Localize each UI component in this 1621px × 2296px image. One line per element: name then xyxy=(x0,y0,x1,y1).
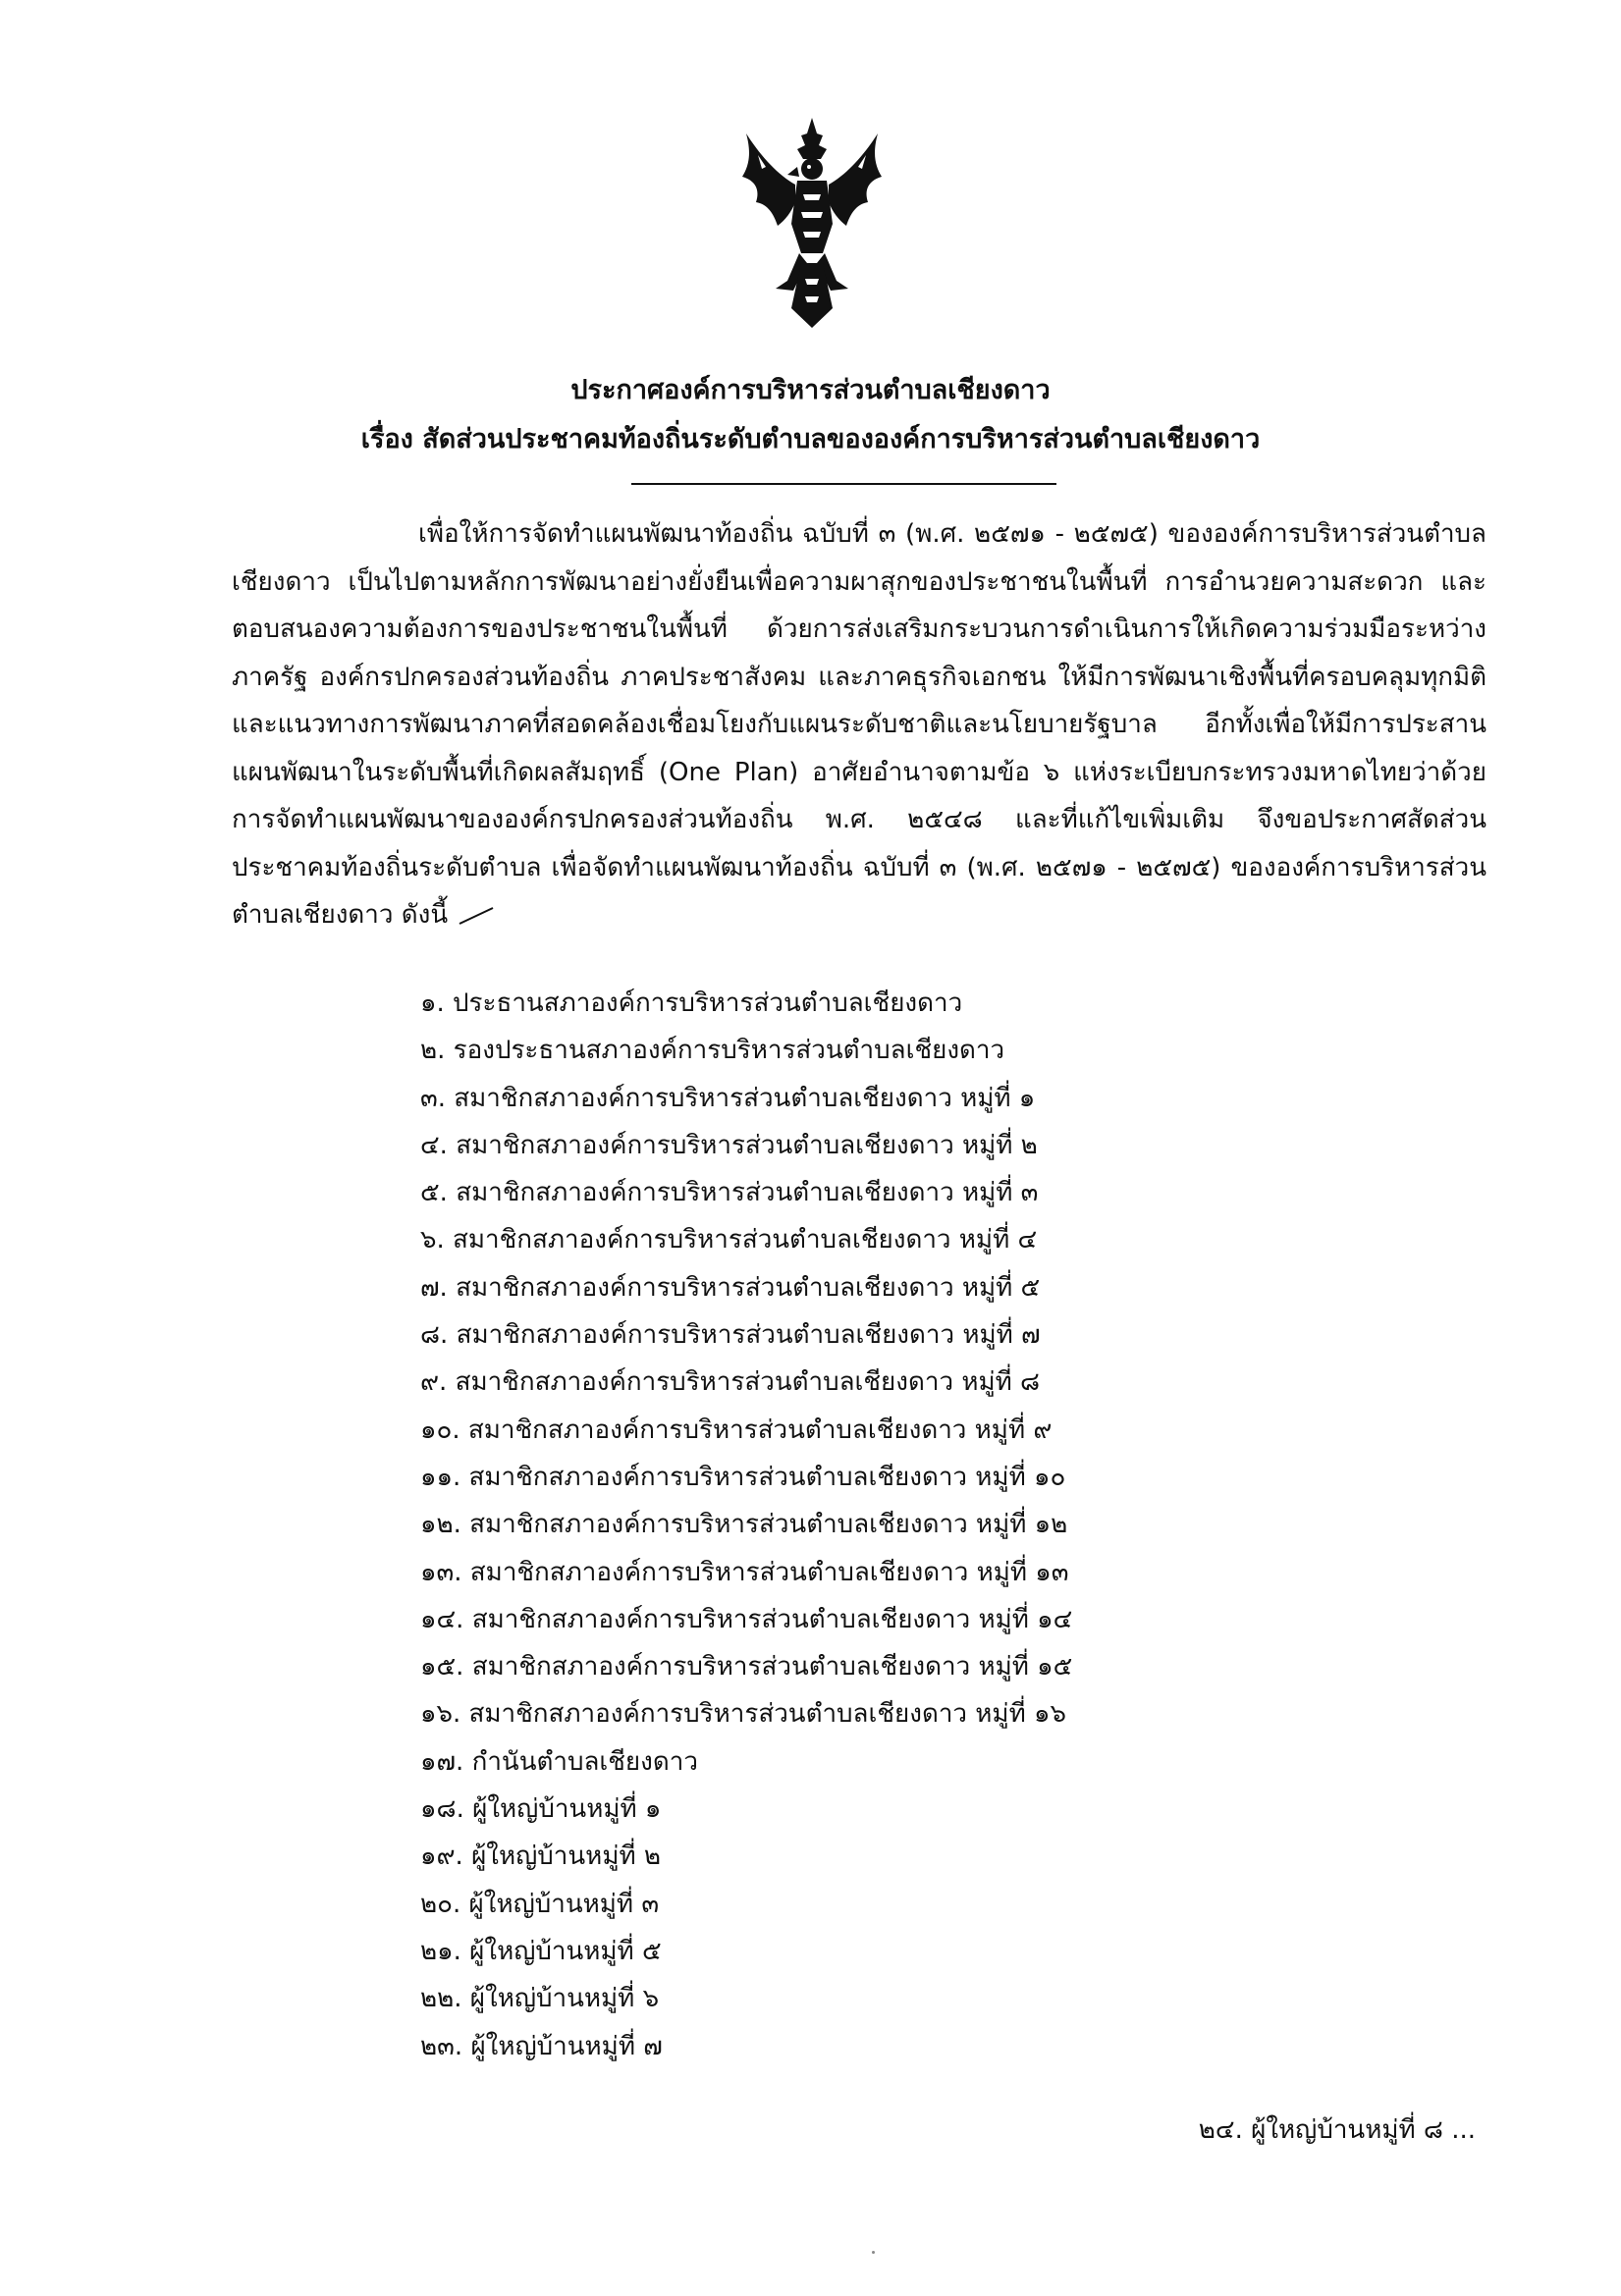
page-subject: เรื่อง สัดส่วนประชาคมท้องถิ่นระดับตำบลขององค์การบริหารส่วนตำบลเชียงดาว xyxy=(360,424,1261,454)
scan-speck xyxy=(872,2251,875,2254)
list-item: ๓. สมาชิกสภาองค์การบริหารส่วนตำบลเชียงดาว หมู่ที่ ๑ xyxy=(420,1083,1036,1113)
list-item: ๗. สมาชิกสภาองค์การบริหารส่วนตำบลเชียงดาว หมู่ที่ ๕ xyxy=(420,1272,1041,1303)
garuda-emblem-icon xyxy=(738,116,886,332)
list-item: ๒๓. ผู้ใหญ่บ้านหมู่ที่ ๗ xyxy=(420,2031,663,2061)
member-list xyxy=(420,980,1072,2070)
list-item: ๑๓. สมาชิกสภาองค์การบริหารส่วนตำบลเชียงดาว หมู่ที่ ๑๓ xyxy=(420,1557,1069,1587)
list-item: ๑๒. สมาชิกสภาองค์การบริหารส่วนตำบลเชียงดาว หมู่ที่ ๑๒ xyxy=(420,1510,1068,1540)
list-item: ๑๐. สมาชิกสภาองค์การบริหารส่วนตำบลเชียงดาว หมู่ที่ ๙ xyxy=(420,1415,1053,1445)
list-item: ๕. สมาชิกสภาองค์การบริหารส่วนตำบลเชียงดาว หมู่ที่ ๓ xyxy=(420,1178,1039,1208)
list-item: ๑๔. สมาชิกสภาองค์การบริหารส่วนตำบลเชียงดาว หมู่ที่ ๑๔ xyxy=(420,1604,1073,1634)
title-divider xyxy=(631,483,1056,485)
paragraph-text: เพื่อให้การจัดทำแผนพัฒนาท้องถิ่น ฉบับที่ ๓ (พ.ศ. ๒๕๗๑ - ๒๕๗๕) ขององค์การบริหารส่วนตำบลเชียงดาว เป็นไปตามหลักการพัฒนาอย่างยั่งยืนเพื่อความผาสุกของประชาชนในพื้นที่ การอำนวยความสะดวก และตอบสนองความต้องการของประชาชนในพื้นที่ ด้วยการส่งเสริมกระบวนการดำเนินการให้เกิดความร่วมมือระหว่างภาครัฐ องค์กรปกครองส่วนท้องถิ่น ภาคประชาสังคม และภาคธุรกิจเอกชน ให้มีการพัฒนาเชิงพื้นที่ครอบคลุมทุกมิติ และแนวทางการพัฒนาภาคที่สอดคล้องเชื่อมโยงกับแผนระดับชาติและนโยบายรัฐบาล อีกทั้งเพื่อให้มีการประสานแผนพัฒนาในระดับพื้นที่เกิดผลสัมฤทธิ์ (One Plan) อาศัยอำนาจตามข้อ ๖ แห่งระเบียบกระทรวงมหาดไทยว่าด้วยการจัดทำแผนพัฒนาขององค์กรปกครองส่วนท้องถิ่น พ.ศ. ๒๕๔๘ และที่แก้ไขเพิ่มเติม จึงขอประกาศสัดส่วนประชาคมท้องถิ่นระดับตำบล เพื่อจัดทำแผนพัฒนาท้องถิ่น ฉบับที่ ๓ (พ.ศ. ๒๕๗๑ - ๒๕๗๕) ขององค์การบริหารส่วนตำบลเชียงดาว ดังนี้ xyxy=(232,519,1486,930)
list-item: ๔. สมาชิกสภาองค์การบริหารส่วนตำบลเชียงดาว หมู่ที่ ๒ xyxy=(420,1130,1038,1160)
list-item: ๘. สมาชิกสภาองค์การบริหารส่วนตำบลเชียงดาว หมู่ที่ ๗ xyxy=(420,1320,1041,1351)
list-item: ๑๕. สมาชิกสภาองค์การบริหารส่วนตำบลเชียงดาว หมู่ที่ ๑๕ xyxy=(420,1652,1073,1682)
continuation-note: ๒๔. ผู้ใหญ่บ้านหมู่ที่ ๘ ... xyxy=(1198,2115,1476,2145)
list-item: ๑๑. สมาชิกสภาองค์การบริหารส่วนตำบลเชียงดาว หมู่ที่ ๑๐ xyxy=(420,1462,1066,1492)
list-item: ๖. สมาชิกสภาองค์การบริหารส่วนตำบลเชียงดาว หมู่ที่ ๔ xyxy=(420,1225,1038,1255)
list-item: ๒. รองประธานสภาองค์การบริหารส่วนตำบลเชียงดาว xyxy=(420,1036,1005,1066)
list-item: ๑๙. ผู้ใหญ่บ้านหมู่ที่ ๒ xyxy=(420,1842,661,1872)
list-item: ๒๑. ผู้ใหญ่บ้านหมู่ที่ ๕ xyxy=(420,1936,662,1966)
list-item: ๒๒. ผู้ใหญ่บ้านหมู่ที่ ๖ xyxy=(420,1984,660,2014)
list-item: ๙. สมาชิกสภาองค์การบริหารส่วนตำบลเชียงดาว หมู่ที่ ๘ xyxy=(420,1367,1041,1398)
list-item: ๑๗. กำนันตำบลเชียงดาว xyxy=(420,1746,698,1777)
intro-paragraph xyxy=(232,510,1486,939)
list-item: ๑๖. สมาชิกสภาองค์การบริหารส่วนตำบลเชียงดาว หมู่ที่ ๑๖ xyxy=(420,1699,1066,1730)
checkmark-icon xyxy=(458,906,495,926)
page-title: ประกาศองค์การบริหารส่วนตำบลเชียงดาว xyxy=(570,375,1051,405)
list-item: ๑๘. ผู้ใหญ่บ้านหมู่ที่ ๑ xyxy=(420,1794,662,1825)
list-item: ๒๐. ผู้ใหญ่บ้านหมู่ที่ ๓ xyxy=(420,1889,660,1919)
list-item: ๑. ประธานสภาองค์การบริหารส่วนตำบลเชียงดาว xyxy=(420,988,963,1018)
